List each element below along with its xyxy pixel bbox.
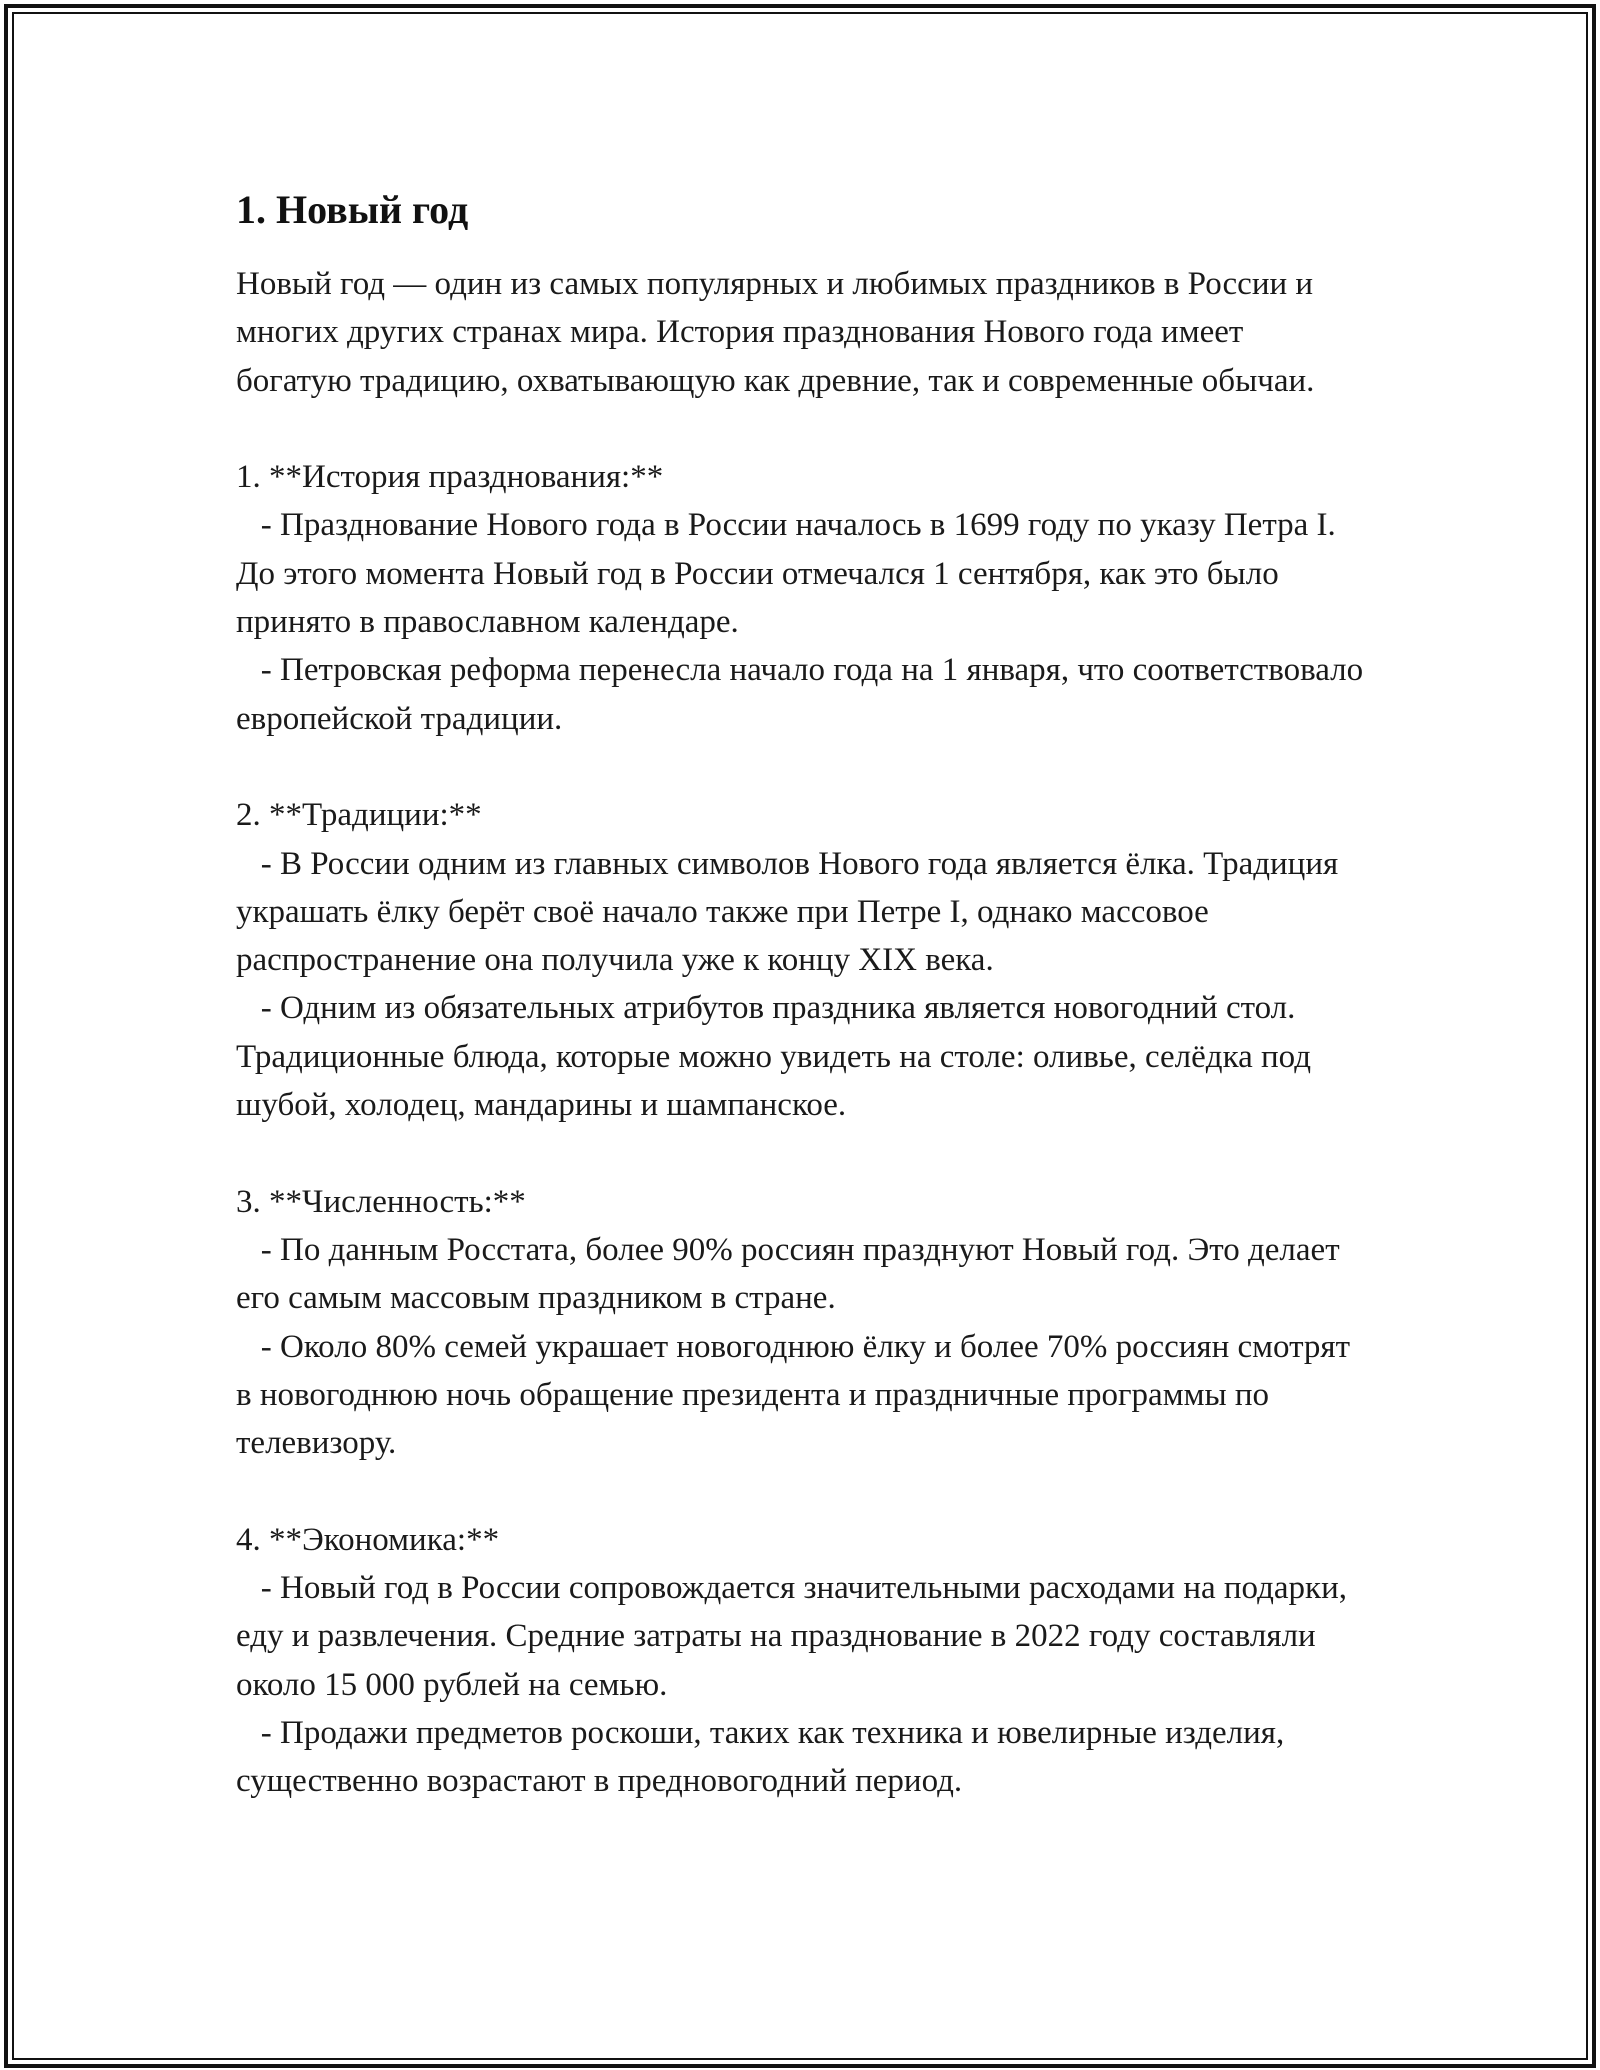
bullet-item: - В России одним из главных символов Нового года является ёлка. Традиция украшать ёлку берёт своё начало также при Петре I, однако массовое распространение она получила уже к концу XIX века. (236, 845, 1347, 979)
section-heading: 4. **Экономика:** (236, 1521, 500, 1558)
bullet-item: - Продажи предметов роскоши, таких как техника и ювелирные изделия, существенно возрастают в предновогодний период. (236, 1714, 1293, 1800)
section-statistics (236, 1178, 1366, 1468)
bullet-item: - Петровская реформа перенесла начало года на 1 января, что соответствовало европейской традиции. (236, 652, 1372, 737)
document-title: 1. Новый год (236, 187, 469, 232)
bullet-item: - Одним из обязательных атрибутов праздника является новогодний стол. Традиционные блюда, которые можно увидеть на столе: оливье, селёдка под шубой, холодец, мандарины и шампанское. (236, 990, 1320, 1124)
section-heading: 3. **Численность:** (236, 1183, 526, 1220)
section-traditions (236, 791, 1366, 1129)
section-economy (236, 1516, 1366, 1806)
bullet-item: - Новый год в России сопровождается значительными расходами на подарки, еду и развлечения. Средние затраты на празднование в 2022 году составляли около 15 000 рублей на семью. (236, 1570, 1356, 1703)
intro-paragraph: Новый год — один из самых популярных и любимых праздников в России и многих других странах мира. История празднования Нового года имеет богатую традицию, охватывающую как древние, так и современные обычаи. (236, 266, 1315, 399)
section-heading: 2. **Традиции:** (236, 797, 482, 834)
bullet-item: - Около 80% семей украшает новогоднюю ёлку и более 70% россиян смотрят в новогоднюю ночь обращение президента и праздничные программы по телевизору. (236, 1328, 1359, 1462)
bullet-item: - По данным Росстата, более 90% россиян празднуют Новый год. Это делает его самым массовым праздником в стране. (236, 1231, 1348, 1317)
section-history (236, 453, 1372, 743)
section-heading: 1. **История празднования:** (236, 459, 664, 496)
document-body (236, 186, 1372, 1806)
bullet-item: - Празднование Нового года в России началось в 1699 году по указу Петра I. До этого момента Новый год в России отмечался 1 сентября, как это было принято в православном календаре. (236, 507, 1345, 641)
